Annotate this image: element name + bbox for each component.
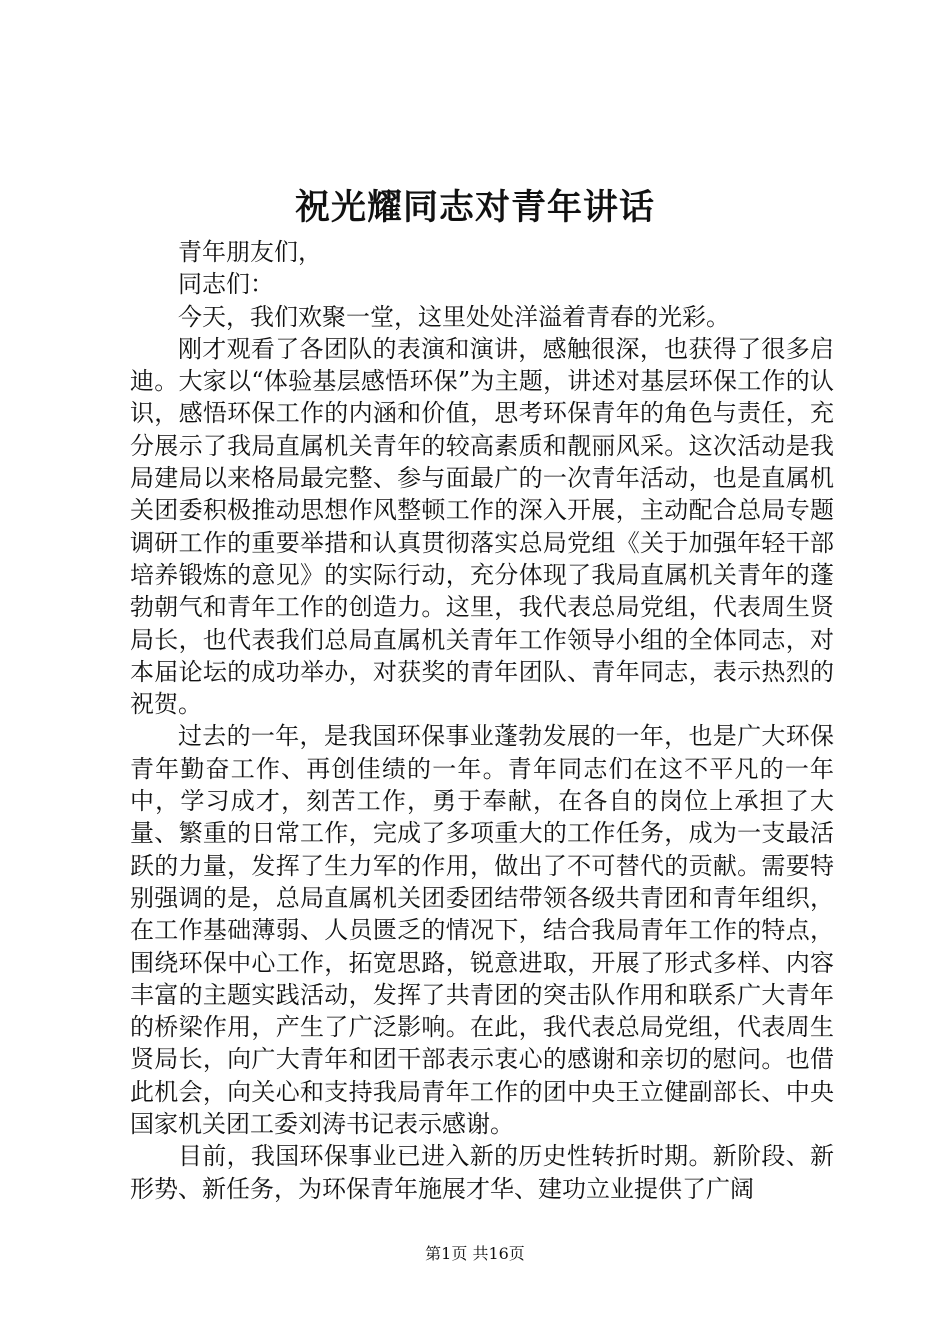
salutation-youth: 青年朋友们， bbox=[178, 238, 322, 266]
paragraph-opening: 今天，我们欢聚一堂，这里处处洋溢着青春的光彩。 bbox=[178, 302, 730, 331]
paragraph-forum-review: 刚才观看了各团队的表演和演讲，感触很深，也获得了很多启迪。大家以“体验基层感悟环保”为主题，讲述对基层环保工作的认识，感悟环保工作的内涵和价值，思考环保青年的角色与责任，充分展示了我局直属机关青年的较高素质和靓丽风采。这次活动是我局建局以来格局最完整、参与面最广的一次青年活动，也是直属机关团委积极推动思想作风整顿工作的深入开展，主动配合总局专题调研工作的重要举措和认真贯彻落实总局党组《关于加强年轻干部培养锻炼的意见》的实际行动，充分体现了我局直属机关青年的蓬勃朝气和青年工作的创造力。这里，我代表总局党组，代表周生贤局长，也代表我们总局直属机关青年工作领导小组的全体同志，对本届论坛的成功举办，对获奖的青年团队、青年同志，表示热烈的祝贺。 bbox=[130, 334, 834, 719]
paragraph-current-situation: 目前，我国环保事业已进入新的历史性转折时期。新阶段、新形势、新任务，为环保青年施展才华、建功立业提供了广阔 bbox=[130, 1142, 834, 1203]
salutation-comrades: 同志们： bbox=[178, 270, 274, 299]
document-title: 祝光耀同志对青年讲话 bbox=[294, 187, 655, 228]
paragraph-past-year: 过去的一年，是我国环保事业蓬勃发展的一年，也是广大环保青年勤奋工作、再创佳绩的一年。青年同志们在这不平凡的一年中，学习成才，刻苦工作，勇于奉献，在各自的岗位上承担了大量、繁重的日常工作，完成了多项重大的工作任务，成为一支最活跃的力量，发挥了生力军的作用，做出了不可替代的贡献。需要特别强调的是，总局直属机关团委团结带领各级共青团和青年组织，在工作基础薄弱、人员匮乏的情况下，结合我局青年工作的特点，围绕环保中心工作，拓宽思路，锐意进取，开展了形式多样、内容丰富的主题实践活动，发挥了共青团的突击队作用和联系广大青年的桥梁作用，产生了广泛影响。在此，我代表总局党组，代表周生贤局长，向广大青年和团干部表示衷心的感谢和亲切的慰问。也借此机会，向关心和支持我局青年工作的团中央王立健副部长、中央国家机关团工委刘涛书记表示感谢。 bbox=[130, 722, 834, 1139]
document-body bbox=[130, 236, 834, 1205]
page-number-footer: 第1页 共16页 bbox=[425, 1244, 525, 1263]
